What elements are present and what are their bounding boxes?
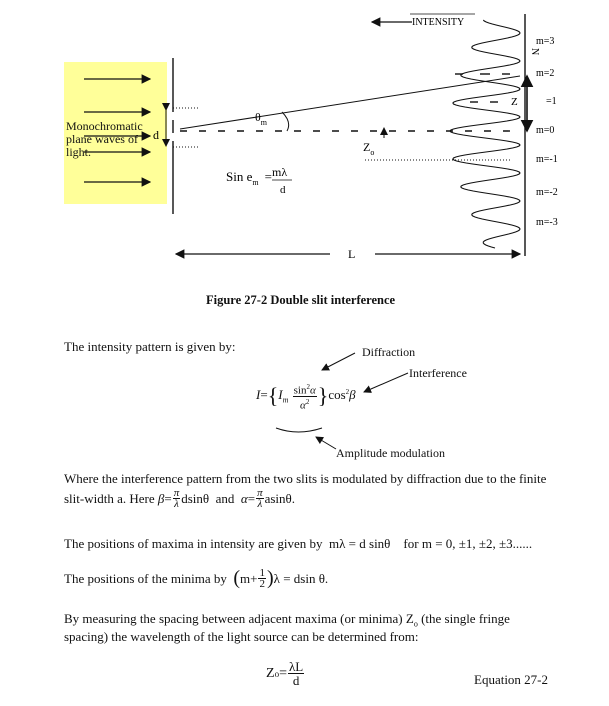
final-equation: Z o = $\frac{\lambda L}{d}$ [266,659,304,688]
order-label: m=-3 [536,217,558,228]
order-label: m=3 [536,36,555,47]
order-label: m=-1 [536,154,558,165]
distance-label: L [348,247,356,261]
interference-label: Interference [409,366,467,380]
order-label: m=-2 [536,187,558,198]
svg-text:N: N [529,48,540,56]
diffraction-label: Diffraction [362,345,416,359]
zo-label: $Z_o$ [363,140,375,157]
maxima-line: The positions of maxima in intensity are given by mλ = d sinθ for m = 0, ±1, ±2, ±3...... [64,536,533,551]
order-label: =1 [546,96,557,107]
amplitude-label: Amplitude modulation [336,446,445,460]
minima-line: The positions of the minima by ( m+ $\frac{1}{2}$ ) λ = dsin θ. [64,567,329,590]
slit-label: d [153,128,159,142]
input-light-line: Monochromatic [66,119,143,133]
underbrace [276,428,322,432]
svg-text:d: d [280,184,286,196]
order-label: m=0 [536,125,555,136]
para1-line2: slit-width a. Here β = $\frac{\pi}{\lambda}$ dsinθ and α = $\frac{\pi}{\lambda}$ asinθ. [64,487,296,510]
z-label: Z [511,96,518,108]
angle-label: $\theta_m$ [255,110,267,127]
eq-fraction: $\frac{\sin^2\alpha}{\alpha^2}$ [293,383,316,412]
intensity-label: INTENSITY [412,17,465,28]
intensity-equation: $I=\{I_m$ $\frac{\sin^2\alpha}{\alpha^2}$ }$\cos^2\beta$ [256,383,356,412]
interference-arrow [364,373,408,392]
para2-line2: spacing) the wavelength of the light source can be determined from: [64,629,419,644]
input-light-line: plane waves of [66,132,138,146]
diffraction-arrow [322,353,355,370]
para2-line1: By measuring the spacing between adjacent maxima (or minima) $Z_o$ (the single fringe [64,611,510,629]
figure-caption: Figure 27-2 Double slit interference [206,293,396,307]
intensity-intro: The intensity pattern is given by: [64,339,236,354]
equation-label: Equation 27-2 [474,672,549,687]
para1-line1: Where the interference pattern from the two slits is modulated by diffraction due to the finite [64,471,547,486]
eq-lhs: I [256,387,261,403]
svg-text:Sin em=: Sin $e_m$ = [226,169,272,187]
svg-text:mλ: mλ [272,165,288,179]
order-label: m=2 [536,68,555,79]
input-light-line: light. [66,145,92,159]
amplitude-arrow [316,437,336,449]
eq-im: I [278,387,283,403]
